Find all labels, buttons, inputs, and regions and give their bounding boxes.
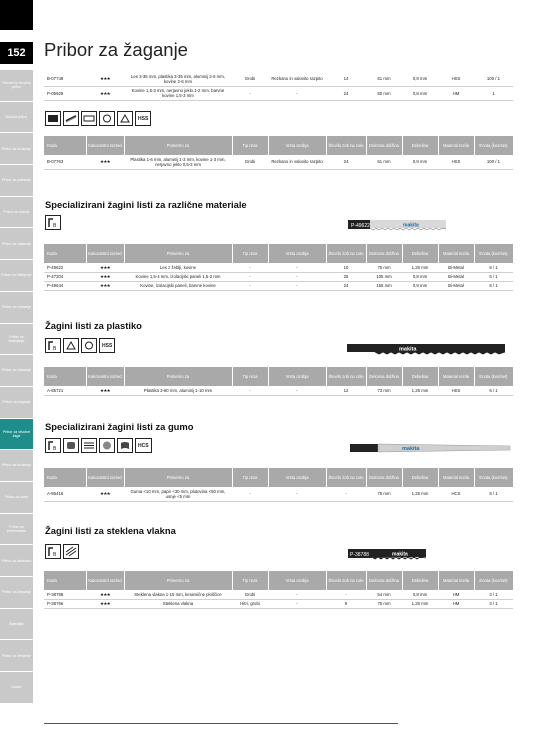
cell: 24 [326,86,366,100]
quality-stars: ★★★ [86,386,124,395]
column-header: Primerno za [124,571,232,590]
cell: P-49622 [44,263,86,272]
cell: 100 / 1 [474,72,513,86]
cell: - [232,281,268,290]
cell: 1,25 mm [402,487,438,501]
cell: HM [438,599,474,608]
table-row [44,281,513,290]
hss-badge: HSS [99,338,115,353]
sidebar-tab[interactable]: Pribor za skobljanje [0,324,33,356]
rubber-icon [63,438,79,453]
cell: 105 mm [366,272,402,281]
top-black-bar [0,0,33,30]
cell: - [268,386,326,395]
quality-stars: ★★★ [86,272,124,281]
column-header: Enota (kos/set) [474,571,513,590]
cell: 51 mm [366,72,402,86]
column-header: Debelina [402,244,438,263]
cell: 155 mm [366,281,402,290]
cell: 24 [326,281,366,290]
cell: - [232,272,268,281]
column-header: Vrsta ozobja [268,468,326,487]
quality-stars: ★★★ [86,263,124,272]
cell: HM [438,86,474,100]
cell: HCS [438,487,474,501]
hcs-badge: HCS [135,438,152,453]
cell: 75 mm [366,487,402,501]
table-header [44,244,513,263]
column-header: Delovna dolžina [366,136,402,155]
sidebar-tab[interactable]: Pribor za brušenje [0,133,33,165]
table-row [44,263,513,272]
column-header: Tip reza [232,136,268,155]
cell: - [268,272,326,281]
cell: P-05929 [44,86,86,100]
cell: Grobi [232,155,268,169]
cell: 54 mm [366,590,402,599]
cell: - [232,86,268,100]
table-row [44,86,513,100]
hss-badge: HSS [135,111,151,126]
table-row [44,272,513,281]
table-header [44,468,513,487]
cardboard-icon [81,438,97,453]
cell: Steklena vlakna [124,599,232,608]
table-header [44,367,513,386]
column-header: Koda [44,136,86,155]
section-title: Specializirani žagini listi za gumo [45,421,194,432]
cell: Plastika 1-6 mm, aluminij 1-3 mm, kovine 1-3 mm, nerjavno jeklo 0,5-3 mm [124,155,232,169]
makita-logo: makita [402,446,420,452]
sidebar-tab[interactable]: Pribor za klepanje [0,577,33,609]
section-icons [45,215,61,230]
cell: 25 [326,272,366,281]
cell: 1,25 mm [402,263,438,272]
makita-logo: makita [392,551,408,558]
bottom-rule [44,723,398,724]
column-header: Število zob na cole [326,571,366,590]
column-header: Delovna dolžina [366,468,402,487]
column-header: Debelina [402,136,438,155]
section-icons [45,438,152,453]
cell: 100 / 1 [474,155,513,169]
cell: 3 / 1 [474,599,513,608]
cell: HM [438,590,474,599]
cell: P-38766 [44,599,86,608]
column-header: Tip reza [232,571,268,590]
cell: 10 [326,263,366,272]
cell: P-38788 [44,590,86,599]
column-header: Število zob na cole [326,367,366,386]
svg-text:B: B [53,223,57,228]
cell: - [268,590,326,599]
page-title: Pribor za žaganje [44,39,188,60]
top-spec-table [44,72,513,101]
sidebar-tab[interactable]: Rezalni in brusilni pribor [0,70,33,102]
cell: 75 mm [366,263,402,272]
blade-image [348,547,428,560]
cell: 0,8 mm [402,86,438,100]
table-header [44,136,513,155]
column-header: Material rezila [438,367,474,386]
sidebar-tab[interactable]: Pribor za žaganje [0,387,33,419]
column-header: Vrsta ozobja [268,367,326,386]
material-icons [45,111,151,126]
cell: Guma <10 mm, papir <30 mm, plutovina <50 mm, usnje <5 mm [124,487,232,501]
blade-image [347,341,512,355]
column-header: Vrsta ozobja [268,136,326,155]
blade-image [350,441,512,455]
svg-text:B: B [53,346,57,351]
cell: HSS [438,386,474,395]
blade-label: P-38788 [350,552,369,558]
sidebar-tab[interactable]: Ostalo [0,672,33,704]
cell: - [268,599,326,608]
section-icons [45,544,79,559]
sidebar-tab[interactable]: Pribor za merjenje [0,640,33,672]
cell: Grobi [232,72,268,86]
straight-cut-icon [45,215,61,230]
column-header: Koda [44,571,86,590]
cell: 50 mm [366,86,402,100]
plastic-icon [81,338,97,353]
sidebar-tab-active[interactable]: Pribor za vbodne žage [0,419,33,451]
column-header: Debelina [402,367,438,386]
column-header: Vrsta ozobja [268,571,326,590]
sidebar-tab[interactable]: Pribor za vijačenje [0,228,33,260]
straight-cut-icon [45,338,61,353]
cell: 1,25 mm [402,386,438,395]
makita-logo: makita [399,346,417,353]
metal-icon [45,111,61,126]
cell: - [268,86,326,100]
straight-cut-icon [45,544,61,559]
cell: P-49644 [44,281,86,290]
sidebar-tab[interactable]: Pribor za obdelavo [0,545,33,577]
sidebar-tab[interactable]: Pribor za poliranje [0,165,33,197]
column-header: Delovna dolžina [366,244,402,263]
column-header: Debelina [402,571,438,590]
column-header: Primerno za [124,244,232,263]
svg-text:B: B [53,552,57,557]
spec-table-fiberglass [44,571,514,609]
column-header: Material rezila [438,244,474,263]
column-header: Material rezila [438,136,474,155]
column-header: Kakovostni razred [86,468,124,487]
leather-icon [117,438,133,453]
column-header: Število zob na cole [326,244,366,263]
cell: A-86416 [44,487,86,501]
spec-table-rubber [44,468,514,502]
fiberglass-icon [63,544,79,559]
blade-image [348,218,448,231]
cell: Rezkano in valovito razpito [268,155,326,169]
cell: Hitri, grobi [232,599,268,608]
cell: HSS [438,72,474,86]
section-title: Žagini listi za steklena vlakna [45,525,176,536]
quality-stars: ★★★ [86,155,124,169]
cell: 5 / 1 [474,281,513,290]
plastic-icon [99,111,115,126]
spec-table-plastic [44,367,514,396]
column-header: Koda [44,367,86,386]
column-header: Kakovostni razred [86,367,124,386]
aluminium-icon [117,111,133,126]
column-header: Tip reza [232,367,268,386]
blade-label: P-49622 [351,223,370,229]
quality-stars: ★★★ [86,281,124,290]
column-header: Vrsta ozobja [268,244,326,263]
column-header: Delovna dolžina [366,367,402,386]
cell: 9 [326,599,366,608]
spec-table-materials [44,244,514,291]
column-header: Kakovostni razred [86,571,124,590]
column-header: Koda [44,468,86,487]
sidebar [0,70,33,704]
cell: 1 [474,86,513,100]
makita-logo: makita [403,222,419,229]
sidebar-tab[interactable]: Brusilni pribor [0,102,33,134]
cell: Bi-Metal [438,281,474,290]
cell: 14 [326,72,366,86]
cell: 5 / 1 [474,272,513,281]
cell: - [326,487,366,501]
column-header: Enota (kos/set) [474,468,513,487]
sidebar-tab[interactable]: Pribor za dolbljenje [0,260,33,292]
cell: Bi-Metal [438,272,474,281]
cell: HSS [438,155,474,169]
cell: - [232,263,268,272]
cell: - [268,487,326,501]
cell: 0,8 mm [402,272,438,281]
sidebar-tab[interactable]: Pribor za rezkanje [0,292,33,324]
sidebar-tab[interactable]: Pribor za pnevmatsko [0,514,33,546]
cell: 12 [326,386,366,395]
cell: 3 / 1 [474,590,513,599]
cell: 5 / 1 [474,263,513,272]
cell: - [232,487,268,501]
cell: Rezkano in valovito razpito [268,72,326,86]
quality-stars: ★★★ [86,590,124,599]
cell: 0,9 mm [402,72,438,86]
cell: B-07763 [44,155,86,169]
column-header: Primerno za [124,468,232,487]
section-title: Žagini listi za plastiko [45,320,142,331]
quality-stars: ★★★ [86,86,124,100]
cell: - [232,386,268,395]
column-header: Enota (kos/set) [474,367,513,386]
quality-stars: ★★★ [86,599,124,608]
cell: 24 [326,155,366,169]
cell: Les z žeblji, kovine [124,263,232,272]
table-row [44,599,513,608]
svg-text:B: B [53,446,57,451]
quality-stars: ★★★ [86,72,124,86]
straight-cut-icon [45,438,61,453]
column-header: Primerno za [124,367,232,386]
cell: 1,25 mm [402,599,438,608]
cell: 0,9 mm [402,281,438,290]
cell: - [268,281,326,290]
stainless-icon [81,111,97,126]
column-header: Material rezila [438,571,474,590]
cell: Plastika 3-60 mm, aluminij 1-10 mm [124,386,232,395]
cell: 75 mm [366,599,402,608]
sidebar-tab[interactable]: Pribor za vrtanje [0,197,33,229]
section-title: Specializirani žagini listi za različne materiale [45,199,247,210]
cell: Kovine 1,5-4 mm, izolacijski paneli 1,5-2 mm [124,272,232,281]
column-header: Enota (kos/set) [474,136,513,155]
page-number: 152 [0,42,33,64]
column-header: Material rezila [438,468,474,487]
column-header: Debelina [402,468,438,487]
table-row [44,155,513,169]
table-header [44,571,513,590]
cell: Kovine 1,5-3 mm, nerjavno jeklo 1-2 mm, barvne kovine 1,5-3 mm [124,86,232,100]
column-header: Število zob na cole [326,468,366,487]
cell: P-47204 [44,272,86,281]
column-header: Število zob na cole [326,136,366,155]
column-header: Tip reza [232,468,268,487]
cell: - [326,590,366,599]
sidebar-tab[interactable]: Baterijski [0,609,33,641]
column-header: Kakovostni razred [86,244,124,263]
cell: A-85721 [44,386,86,395]
column-header: Kakovostni razred [86,136,124,155]
table-row [44,590,513,599]
aluminium-icon [63,338,79,353]
column-header: Koda [44,244,86,263]
cell: B-07748 [44,72,86,86]
column-header: Tip reza [232,244,268,263]
cell: Steklena vlakna 1-15 mm, keramične ploščice [124,590,232,599]
sidebar-tab[interactable]: Pribor za oster [0,482,33,514]
cell: 73 mm [366,386,402,395]
cell: 0,8 mm [402,590,438,599]
table-row [44,386,513,395]
cell: 0,9 mm [402,155,438,169]
cork-icon [99,438,115,453]
column-header: Primerno za [124,136,232,155]
sidebar-tab[interactable]: Pribor za rezkanje [0,355,33,387]
cell: 51 mm [366,155,402,169]
table-row [44,487,513,501]
cell: Bi-Metal [438,263,474,272]
cell: 5 / 1 [474,386,513,395]
quality-stars: ★★★ [86,487,124,501]
column-header: Enota (kos/set) [474,244,513,263]
cell: Les 3-35 mm, plastika 3-35 mm, aluminij 2-6 mm, kovine 2-6 mm [124,72,232,86]
column-header: Delovna dolžina [366,571,402,590]
spec-table-b07763 [44,136,514,170]
cell: Kovine, izolacijski paneli, barvne kovine [124,281,232,290]
cell: - [268,263,326,272]
cell: Grobi [232,590,268,599]
table-row [44,72,513,86]
sidebar-tab[interactable]: Pribor za brušenje [0,450,33,482]
section-icons [45,338,115,353]
cell: 5 / 1 [474,487,513,501]
wood-icon [63,111,79,126]
